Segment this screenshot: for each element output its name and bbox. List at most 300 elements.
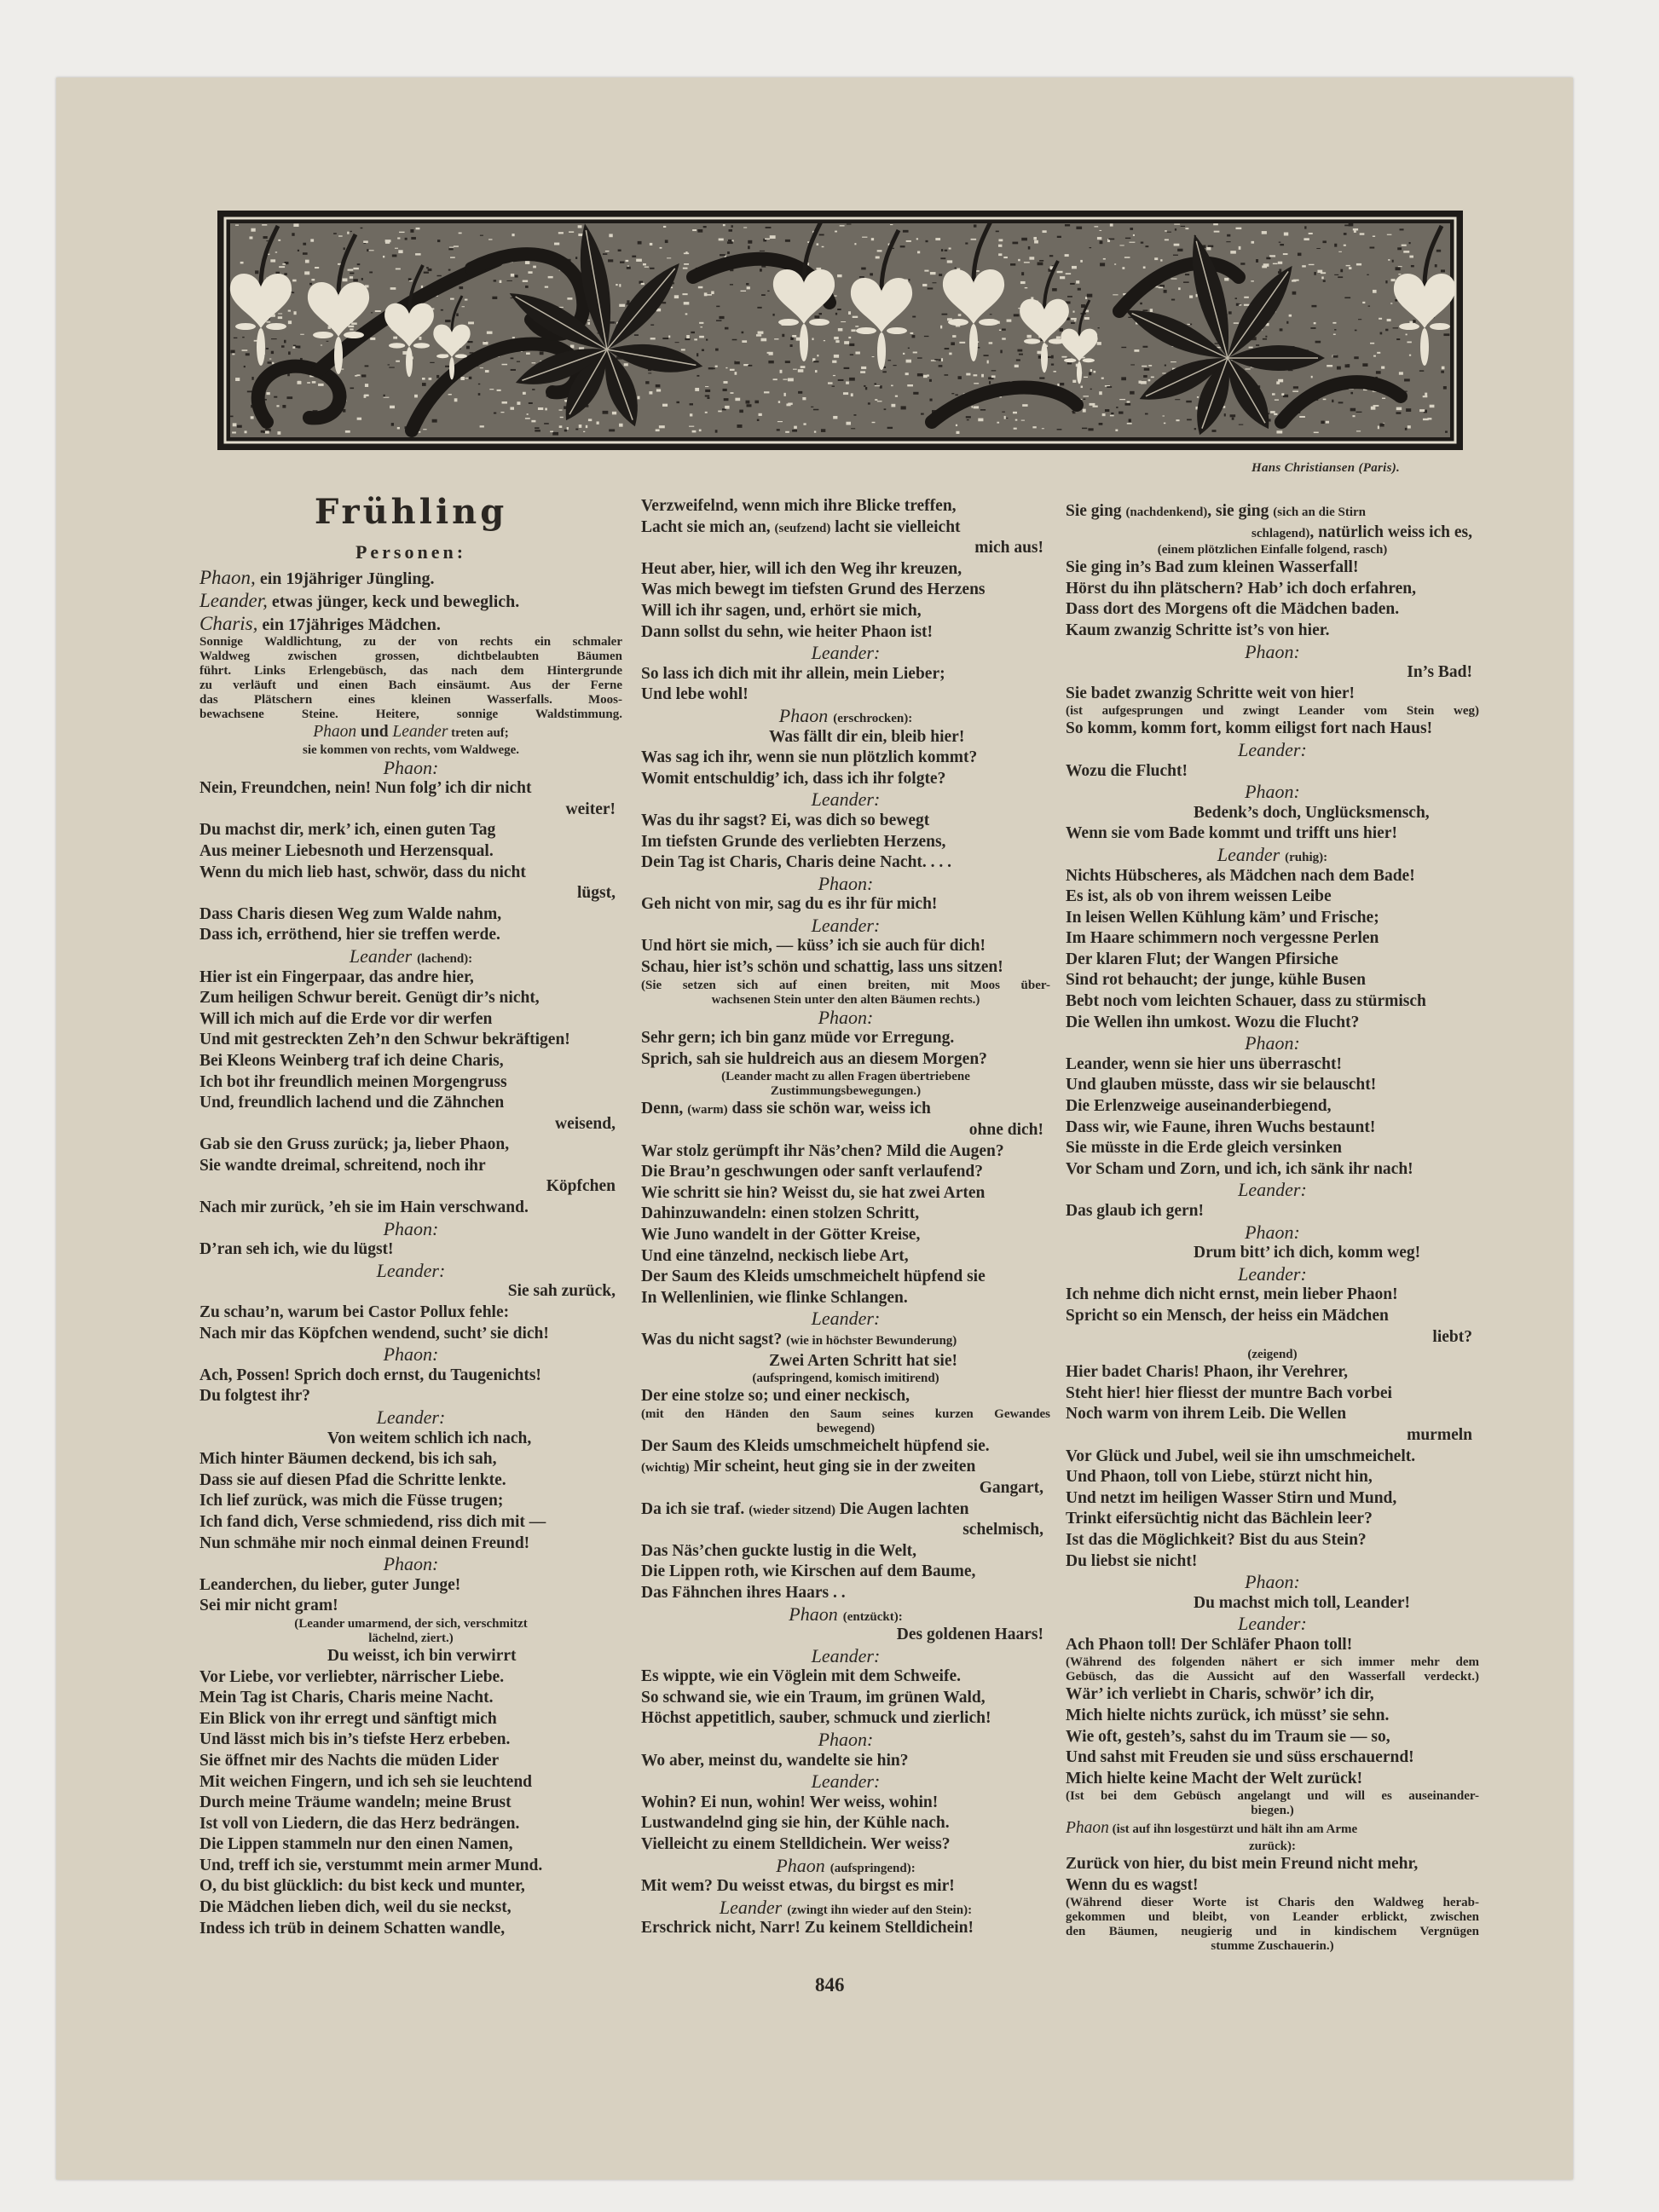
speck xyxy=(535,427,539,429)
speck xyxy=(891,404,895,407)
flower-drop xyxy=(800,324,808,361)
speck xyxy=(718,411,721,413)
speck xyxy=(1230,251,1236,254)
speck xyxy=(310,239,314,241)
speck xyxy=(957,431,960,434)
verse-text: Was du nicht sagst? xyxy=(641,1330,787,1349)
verse-line: Wie oft, gesteh’s, sahst du im Traum sie — so, xyxy=(1066,1727,1390,1746)
speck xyxy=(531,420,535,423)
speck xyxy=(934,359,938,361)
speck xyxy=(416,228,420,229)
speck xyxy=(1083,399,1085,400)
speck xyxy=(634,334,639,336)
speck xyxy=(887,360,891,361)
speck xyxy=(798,391,802,394)
speck xyxy=(1006,418,1008,419)
verse-line: Und glauben müsste, dass wir sie belauscht! xyxy=(1066,1076,1377,1094)
speck xyxy=(939,359,941,361)
speck xyxy=(544,423,549,424)
speck xyxy=(515,275,518,278)
speck xyxy=(812,338,813,340)
speck xyxy=(676,401,679,403)
speck xyxy=(1004,416,1006,419)
speck xyxy=(935,238,940,240)
speck xyxy=(694,338,697,340)
speck xyxy=(251,377,253,380)
verse-line: Das Näs’chen guckte lustig in die Welt, xyxy=(641,1541,917,1560)
speck xyxy=(922,284,927,286)
speck xyxy=(575,429,578,430)
speck xyxy=(1021,272,1024,275)
speck xyxy=(1244,304,1250,306)
speck xyxy=(619,424,623,427)
verse-half-line: Was fällt dir ein, bleib hier! xyxy=(769,727,965,746)
verse-line: Zurück von hier, du bist mein Freund nicht mehr, xyxy=(1066,1855,1419,1874)
speck xyxy=(1226,241,1230,242)
speck xyxy=(1130,228,1133,230)
speck xyxy=(802,397,806,400)
speck xyxy=(271,338,277,339)
speck xyxy=(908,348,910,349)
speck xyxy=(292,280,297,282)
speck xyxy=(777,429,780,430)
speck xyxy=(966,373,970,376)
speck xyxy=(523,280,528,282)
speaker-name: Phaon: xyxy=(383,1343,439,1366)
speck xyxy=(1060,383,1064,385)
speck xyxy=(612,412,616,415)
speck xyxy=(703,226,707,228)
speck xyxy=(925,240,928,242)
speck xyxy=(578,225,582,228)
speck xyxy=(1017,349,1022,352)
speck xyxy=(735,372,737,375)
speck xyxy=(408,278,412,280)
speck xyxy=(361,278,363,280)
verse-text: Die Augen lachten xyxy=(835,1499,969,1518)
speck xyxy=(271,351,274,354)
stage-direction: (einem plötzlichen Einfalle folgend, rasch) xyxy=(1157,543,1388,557)
speck xyxy=(1042,428,1044,429)
verse-line: In leisen Wellen Kühlung käm’ und Frische; xyxy=(1066,908,1379,927)
speck xyxy=(399,232,405,233)
stage-direction: lächelnd, ziert.) xyxy=(368,1631,454,1645)
speck xyxy=(426,267,429,269)
speck xyxy=(288,310,291,312)
speck xyxy=(1350,392,1353,395)
speck xyxy=(1101,378,1104,379)
verse-line xyxy=(641,517,1050,539)
speck xyxy=(706,339,708,341)
speck xyxy=(1298,253,1301,257)
speck xyxy=(887,427,893,429)
speck xyxy=(1082,428,1087,430)
verse-line: Will ich ihr sagen, und, erhört sie mich, xyxy=(641,601,922,620)
speck xyxy=(850,354,853,355)
speck xyxy=(834,337,839,339)
speaker-name: Phaon: xyxy=(1245,640,1300,662)
verse-line: Ich fand dich, Verse schmiedend, riss dich mit — xyxy=(199,1512,546,1531)
speck xyxy=(350,388,354,390)
flower-sepal xyxy=(856,327,876,334)
speck xyxy=(684,263,689,265)
verse-line: Womit entschuldig’ ich, dass ich ihr folgte? xyxy=(641,769,946,788)
speck xyxy=(240,262,244,264)
speck xyxy=(1409,242,1411,244)
speck xyxy=(853,316,858,318)
speaker-name: Leander: xyxy=(1238,1262,1307,1285)
speck xyxy=(697,229,702,233)
speck xyxy=(656,384,661,387)
speck xyxy=(548,276,553,278)
speck xyxy=(862,237,867,238)
speck xyxy=(686,335,690,338)
entrance-note xyxy=(199,722,622,743)
speck xyxy=(1039,260,1043,262)
stage-direction: (Leander macht zu allen Fragen übertriebene xyxy=(721,1070,970,1084)
speck xyxy=(981,374,984,378)
stage-direction: (Ist bei dem Gebüsch angelangt und will es auseinander- xyxy=(1066,1789,1479,1804)
speck xyxy=(1033,237,1037,240)
speck xyxy=(650,268,654,269)
speck xyxy=(824,340,825,341)
speck xyxy=(353,268,358,269)
speck xyxy=(304,271,309,274)
speck xyxy=(989,342,993,344)
speck xyxy=(305,260,309,263)
speck xyxy=(1052,288,1057,291)
verse-line: Wenn sie vom Bade kommt und trifft uns hier! xyxy=(1066,824,1397,843)
speck xyxy=(1230,414,1236,417)
speck xyxy=(616,284,617,286)
verse-line: Und mit gestreckten Zeh’n den Schwur bekräftigen! xyxy=(199,1031,570,1049)
speck xyxy=(554,243,559,245)
speck xyxy=(1145,245,1148,247)
verse-line: Der Saum des Kleids umschmeichelt hüpfend sie xyxy=(641,1268,986,1286)
speck xyxy=(1171,299,1175,301)
speck xyxy=(1419,370,1424,372)
speck xyxy=(901,406,906,409)
speck xyxy=(748,245,750,249)
speck xyxy=(282,263,286,265)
speck xyxy=(1121,347,1126,348)
speck xyxy=(814,430,816,432)
speck xyxy=(437,275,442,276)
speck xyxy=(1108,239,1114,240)
speck xyxy=(445,320,451,322)
speck xyxy=(876,257,880,259)
speck xyxy=(1256,344,1259,346)
speck xyxy=(859,276,864,278)
speaker-name: Phaon: xyxy=(818,1006,874,1028)
speck xyxy=(900,245,905,247)
verse-line: Geh nicht von mir, sag du es ihr für mich! xyxy=(641,895,938,914)
verse-line: War stolz gerümpft ihr Näs’chen? Mild die Augen? xyxy=(641,1141,1004,1160)
speck xyxy=(1395,299,1397,302)
speck xyxy=(441,309,443,311)
speck xyxy=(746,401,750,404)
flower-sepal xyxy=(1064,358,1076,362)
speck xyxy=(1338,401,1344,403)
speck xyxy=(834,355,839,358)
speck xyxy=(567,297,572,300)
speck xyxy=(456,313,459,316)
speck xyxy=(1113,294,1118,295)
speck xyxy=(1174,224,1180,225)
speck xyxy=(700,326,702,327)
speck xyxy=(792,430,797,432)
speck xyxy=(497,390,501,391)
speck xyxy=(929,399,932,401)
verse-line: Sie müsste in die Erde gleich versinken xyxy=(1066,1139,1342,1158)
verse-continuation xyxy=(1066,523,1479,544)
speck xyxy=(575,257,577,259)
speck xyxy=(1224,278,1228,281)
speaker-heading xyxy=(1066,1264,1479,1285)
speck xyxy=(1056,336,1061,338)
verse-line: Wär’ ich verliebt in Charis, schwör’ ich dir, xyxy=(1066,1685,1374,1704)
speck xyxy=(841,321,846,322)
speck xyxy=(1350,408,1356,412)
speaker-heading xyxy=(1066,845,1479,866)
speck xyxy=(1130,391,1134,395)
speck xyxy=(682,293,687,295)
speck xyxy=(1103,258,1106,260)
speck xyxy=(835,313,837,315)
stage-direction: Zustimmungsbewegungen.) xyxy=(770,1084,922,1099)
verse-line: Sie ging in’s Bad zum kleinen Wasserfall! xyxy=(1066,558,1359,577)
speck xyxy=(1276,430,1282,433)
speck xyxy=(853,414,856,416)
speck xyxy=(697,353,698,356)
speck xyxy=(974,383,979,384)
verse-line: Leander, wenn sie hier uns überrascht! xyxy=(1066,1054,1342,1073)
verse-line: Zu schau’n, warum bei Castor Pollux fehle: xyxy=(199,1303,510,1322)
speck xyxy=(667,257,671,258)
speck xyxy=(743,364,749,366)
speck xyxy=(833,416,837,419)
speck xyxy=(1280,244,1284,245)
speck xyxy=(851,329,855,332)
speck xyxy=(861,268,865,270)
speck xyxy=(788,378,794,382)
verse-line: Nach mir das Köpfchen wendend, sucht’ sie dich! xyxy=(199,1324,549,1343)
verse-line: Im tiefsten Grunde des verliebten Herzens, xyxy=(641,832,946,851)
speck xyxy=(1356,412,1362,413)
speck xyxy=(610,321,615,324)
speck xyxy=(390,287,396,290)
speck xyxy=(393,337,397,339)
speck xyxy=(1174,244,1180,246)
speck xyxy=(506,280,512,281)
speck xyxy=(293,223,298,227)
speck xyxy=(698,286,702,288)
speck xyxy=(1402,245,1407,246)
speck xyxy=(913,392,918,395)
verse-line: Sie badet zwanzig Schritte weit von hier! xyxy=(1066,684,1356,702)
speck xyxy=(627,265,629,266)
speck xyxy=(1052,265,1054,266)
speck xyxy=(632,256,636,257)
verse-line xyxy=(641,1099,1050,1120)
speck xyxy=(517,401,520,405)
speck xyxy=(1070,283,1075,285)
speck xyxy=(533,266,536,269)
speck xyxy=(917,373,923,376)
verse-half-line: Drum bitt’ ich dich, komm weg! xyxy=(1194,1244,1421,1262)
speaker-name: Leander xyxy=(719,1896,783,1918)
verse-line: Ich bot ihr freundlich meinen Morgengruss xyxy=(199,1072,507,1091)
speaker-name: Phaon: xyxy=(383,756,439,778)
speck xyxy=(1334,329,1336,330)
speck xyxy=(1334,274,1338,275)
speck xyxy=(756,334,761,337)
speck xyxy=(1441,269,1445,272)
speck xyxy=(1027,335,1032,338)
speck xyxy=(840,225,845,226)
speck xyxy=(535,430,540,431)
verse-continuation: Sie sah zurück, xyxy=(507,1282,616,1301)
speck xyxy=(1038,263,1043,266)
speaker-name: Leander: xyxy=(1238,1613,1307,1635)
speck xyxy=(292,233,294,236)
speck xyxy=(1281,393,1284,396)
speck xyxy=(967,419,969,420)
speck xyxy=(1321,276,1323,279)
speck xyxy=(385,241,390,244)
speck xyxy=(1362,363,1367,367)
speck xyxy=(817,355,818,356)
verse-text: lacht sie vielleicht xyxy=(830,517,961,536)
verse-line: Dass Charis diesen Weg zum Walde nahm, xyxy=(199,904,502,923)
speck xyxy=(1409,256,1413,258)
speck xyxy=(489,389,494,390)
speck xyxy=(1150,309,1153,312)
speck xyxy=(906,360,911,363)
verse-line: Steht hier! hier fliesst der muntre Bach vorbei xyxy=(1066,1383,1392,1402)
stage-direction: Sonnige Waldlichtung, zu der von rechts ein schmaler xyxy=(199,635,622,649)
verse-line: Ein Blick von ihr erregt und sänftigt mich xyxy=(199,1709,497,1728)
speck xyxy=(511,369,516,371)
speck xyxy=(1284,233,1288,236)
speck xyxy=(1403,251,1409,253)
speaker-name: Leander xyxy=(1217,843,1280,865)
speck xyxy=(1378,426,1379,430)
speck xyxy=(1018,259,1020,261)
speck xyxy=(1197,396,1199,398)
speck xyxy=(1177,249,1182,251)
speck xyxy=(1327,365,1332,367)
speck xyxy=(558,232,564,234)
speck xyxy=(1145,413,1148,415)
speck xyxy=(1099,423,1103,425)
verse-line: Ich lief zurück, was mich die Füsse trugen; xyxy=(199,1492,504,1510)
speaker-heading xyxy=(199,946,622,967)
speck xyxy=(865,387,867,390)
speck xyxy=(467,341,472,343)
speck xyxy=(270,259,275,262)
speck xyxy=(1304,226,1306,228)
speck xyxy=(930,272,936,274)
speck xyxy=(357,263,361,265)
verse-text: ein 19jähriger Jüngling. xyxy=(255,569,435,588)
speck xyxy=(1293,280,1299,281)
speck xyxy=(783,379,787,380)
speaker-name: Leander: xyxy=(376,1259,446,1281)
speck xyxy=(1142,366,1147,367)
verse-line: Dahinzuwandeln: einen stolzen Schritt, xyxy=(641,1204,920,1223)
speck xyxy=(1244,297,1249,298)
flower-sepal xyxy=(413,343,430,348)
speck xyxy=(532,362,536,363)
stage-direction: (Leander umarmend, der sich, verschmitzt xyxy=(294,1616,528,1631)
flower-sepal xyxy=(809,319,830,326)
verse-line: Dass sie auf diesen Pfad die Schritte lenkte. xyxy=(199,1470,506,1489)
speck xyxy=(748,365,752,367)
speck xyxy=(641,283,645,285)
speck xyxy=(282,405,286,408)
speck xyxy=(624,363,628,366)
speck xyxy=(293,311,296,315)
speck xyxy=(266,392,269,395)
speck xyxy=(685,251,687,254)
speck xyxy=(1090,247,1092,248)
speck xyxy=(814,315,819,318)
speck xyxy=(1406,408,1411,412)
speck xyxy=(390,406,395,408)
speck xyxy=(428,269,432,271)
speck xyxy=(719,239,724,241)
speck xyxy=(353,279,358,281)
flower-drop xyxy=(406,347,413,377)
flower-sepal xyxy=(455,354,467,358)
illustration-credit: Hans Christiansen (Paris). xyxy=(1251,461,1401,475)
speck xyxy=(798,369,804,373)
speck xyxy=(1127,423,1132,424)
speck xyxy=(1111,413,1113,414)
speck xyxy=(893,365,896,366)
speck xyxy=(1165,365,1166,367)
speaker-heading xyxy=(641,1008,1050,1029)
speck xyxy=(978,419,983,422)
cast-entry xyxy=(199,589,622,612)
speaker-name: Leander: xyxy=(1238,1179,1307,1201)
inline-stage-direction: (sich an die Stirn xyxy=(1273,505,1366,519)
speck xyxy=(685,313,688,315)
speck xyxy=(1002,412,1005,413)
speck xyxy=(494,280,496,281)
verse-half-line: Zwei Arten Schritt hat sie! xyxy=(769,1351,957,1370)
verse-line: Erschrick nicht, Narr! Zu keinem Stelldichein! xyxy=(641,1919,974,1938)
verse-line: Ist voll von Liedern, die das Herz bedrängen. xyxy=(199,1814,520,1833)
speck xyxy=(719,316,724,319)
stage-direction: (ist aufgesprungen und zwingt Leander vom Stein weg) xyxy=(1066,704,1479,719)
speck xyxy=(1021,238,1027,240)
speck xyxy=(1092,406,1097,407)
speck xyxy=(849,378,855,381)
speck xyxy=(638,396,640,400)
speaker-heading xyxy=(641,643,1050,664)
speck xyxy=(1245,368,1250,369)
speck xyxy=(1392,260,1394,263)
speck xyxy=(395,248,398,249)
verse-line: Wenn du mich lieb hast, schwör, dass du nicht xyxy=(199,863,526,881)
speck xyxy=(487,332,493,334)
inline-stage-direction: (wichtig) xyxy=(641,1461,690,1476)
speck xyxy=(478,393,481,396)
inline-stage-direction: (warm) xyxy=(687,1103,728,1118)
speck xyxy=(342,278,347,281)
